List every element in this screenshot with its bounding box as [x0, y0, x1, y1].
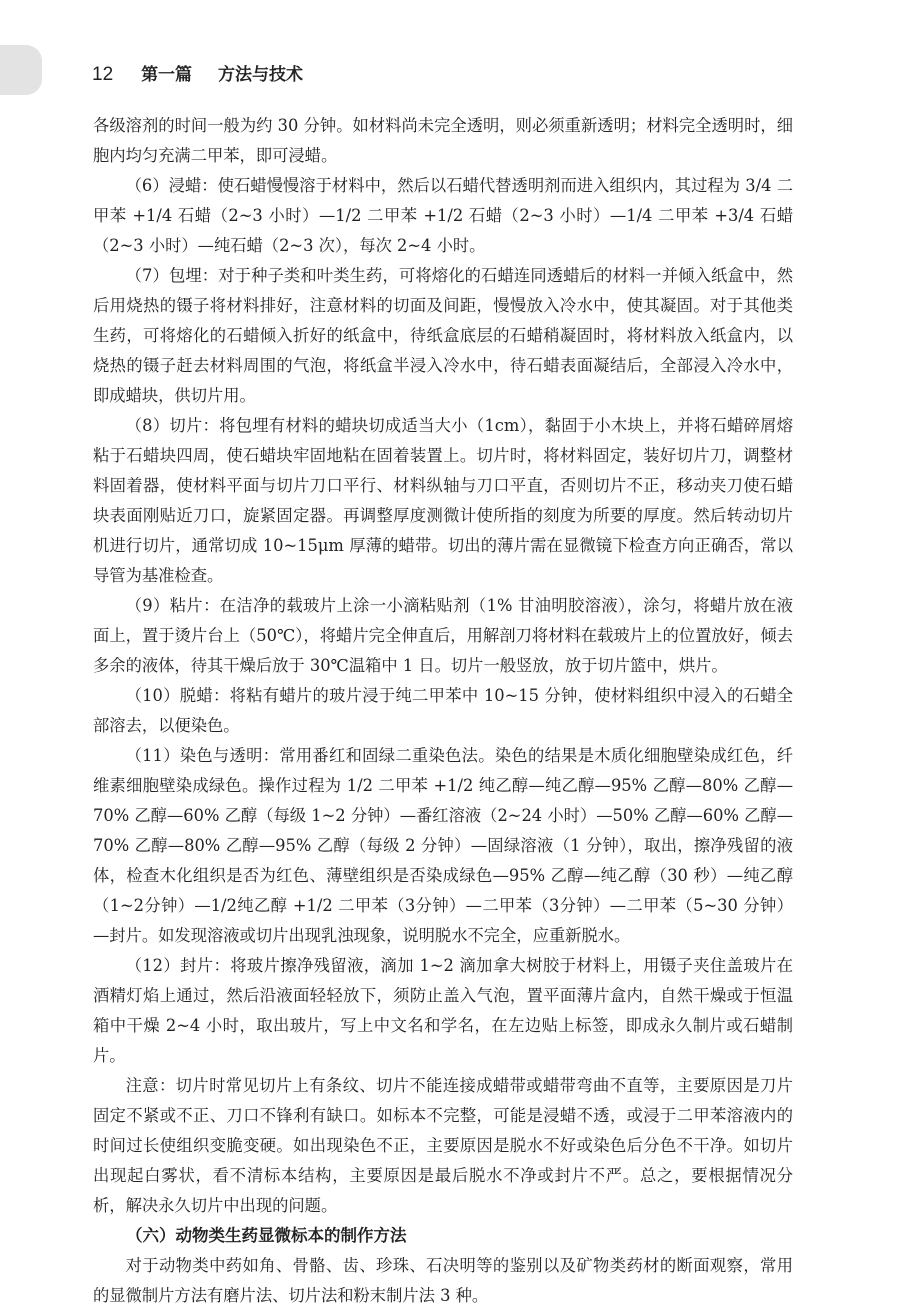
- chapter-title: 方法与技术: [217, 65, 303, 85]
- paragraph-continued: 各级溶剂的时间一般为约 30 分钟。如材料尚未完全透明，则必须重新透明；材料完全透明时，细胞内均匀充满二甲苯，即可浸蜡。: [93, 116, 793, 165]
- section-paragraph: 对于动物类中药如角、骨骼、齿、珍珠、石决明等的鉴别以及矿物类药材的断面观察，常用的显微制片方法有磨片法、切片法和粉末制片法 3 种。: [93, 1256, 793, 1305]
- running-header: [92, 60, 303, 88]
- paragraph-dewaxing: （10）脱蜡：将粘有蜡片的玻片浸于纯二甲苯中 10~15 分钟，使材料组织中浸入的石蜡全部溶去，以便染色。: [93, 686, 793, 735]
- section-heading: （六）动物类生药显微标本的制作方法: [126, 1226, 407, 1245]
- paragraph-sealing: （12）封片：将玻片擦净残留液，滴加 1~2 滴加拿大树胶于材料上，用镊子夹住盖玻片在酒精灯焰上通过，然后沿液面轻轻放下，须防止盖入气泡，置平面薄片盒内，自然干燥或于恒温箱中干燥 2~4 小时，取出玻片，写上中文名和学名，在左边贴上标签，即成永久制片或石蜡制片。: [93, 956, 793, 1065]
- page-number: 12: [92, 64, 114, 85]
- paragraph-embedding: （7）包埋：对于种子类和叶类生药，可将熔化的石蜡连同透蜡后的材料一并倾入纸盒中，然后用烧热的镊子将材料排好，注意材料的切面及间距，慢慢放入冷水中，使其凝固。对于其他类生药，可将熔化的石蜡倾入折好的纸盒中，待纸盒底层的石蜡稍凝固时，将材料放入纸盒内，以烧热的镊子赶去材料周围的气泡，将纸盒半浸入冷水中，待石蜡表面凝结后，全部浸入冷水中，即成蜡块，供切片用。: [93, 266, 793, 405]
- page-corner-tab: [0, 45, 42, 95]
- paragraph-wax-infiltration: （6）浸蜡：使石蜡慢慢溶于材料中，然后以石蜡代替透明剂而进入组织内，其过程为 3/4 二甲苯 +1/4 石蜡（2~3 小时）—1/2 二甲苯 +1/2 石蜡（2~3 小时）—1/4 二甲苯 +3/4 石蜡（2~3 小时）—纯石蜡（2~3 次），每次 2~4 小时。: [93, 176, 793, 255]
- page-body: [93, 111, 793, 1311]
- paragraph-sectioning: （8）切片：将包埋有材料的蜡块切成适当大小（1cm），黏固于小木块上，并将石蜡碎屑熔粘于石蜡块四周，使石蜡块牢固地粘在固着装置上。切片时，将材料固定，装好切片刀，调整材料固着器，使材料平面与切片刀口平行、材料纵轴与刀口平直，否则切片不正，移动夹刀使石蜡块表面刚贴近刀口，旋紧固定器。再调整厚度测微计使所指的刻度为所要的厚度。然后转动切片机进行切片，通常切成 10~15μm 厚薄的蜡带。切出的薄片需在显微镜下检查方向正确否，常以导管为基准检查。: [93, 416, 793, 585]
- paragraph-notes: 注意：切片时常见切片上有条纹、切片不能连接成蜡带或蜡带弯曲不直等，主要原因是刀片固定不紧或不正、刀口不锋利有缺口。如标本不完整，可能是浸蜡不透，或浸于二甲苯溶液内的时间过长使组织变脆变硬。如出现染色不正，主要原因是脱水不好或染色后分色不干净。如切片出现起白雾状，看不清标本结构，主要原因是最后脱水不净或封片不严。总之，要根据情况分析，解决永久切片中出现的问题。: [93, 1076, 793, 1215]
- paragraph-mounting: （9）粘片：在洁净的载玻片上涂一小滴粘贴剂（1% 甘油明胶溶液），涂匀，将蜡片放在液面上，置于烫片台上（50℃），将蜡片完全伸直后，用解剖刀将材料在载玻片上的位置放好，倾去多余的液体，待其干燥后放于 30℃温箱中 1 日。切片一般竖放，放于切片篮中，烘片。: [93, 596, 793, 675]
- part-label: 第一篇: [141, 65, 193, 85]
- paragraph-staining: （11）染色与透明：常用番红和固绿二重染色法。染色的结果是木质化细胞壁染成红色，纤维素细胞壁染成绿色。操作过程为 1/2 二甲苯 +1/2 纯乙醇—纯乙醇—95% 乙醇—80% 乙醇—70% 乙醇—60% 乙醇（每级 1~2 分钟）—番红溶液（2~24 小时）—50% 乙醇—60% 乙醇—70% 乙醇—80% 乙醇—95% 乙醇（每级 2 分钟）—固绿溶液（1 分钟），取出，擦净残留的液体，检查木化组织是否为红色、薄壁组织是否染成绿色—95% 乙醇—纯乙醇（30 秒）—纯乙醇（1~2分钟）—1/2纯乙醇 +1/2 二甲苯（3分钟）—二甲苯（3分钟）—二甲苯（5~30 分钟）—封片。如发现溶液或切片出现乳浊现象，说明脱水不完全，应重新脱水。: [93, 746, 793, 945]
